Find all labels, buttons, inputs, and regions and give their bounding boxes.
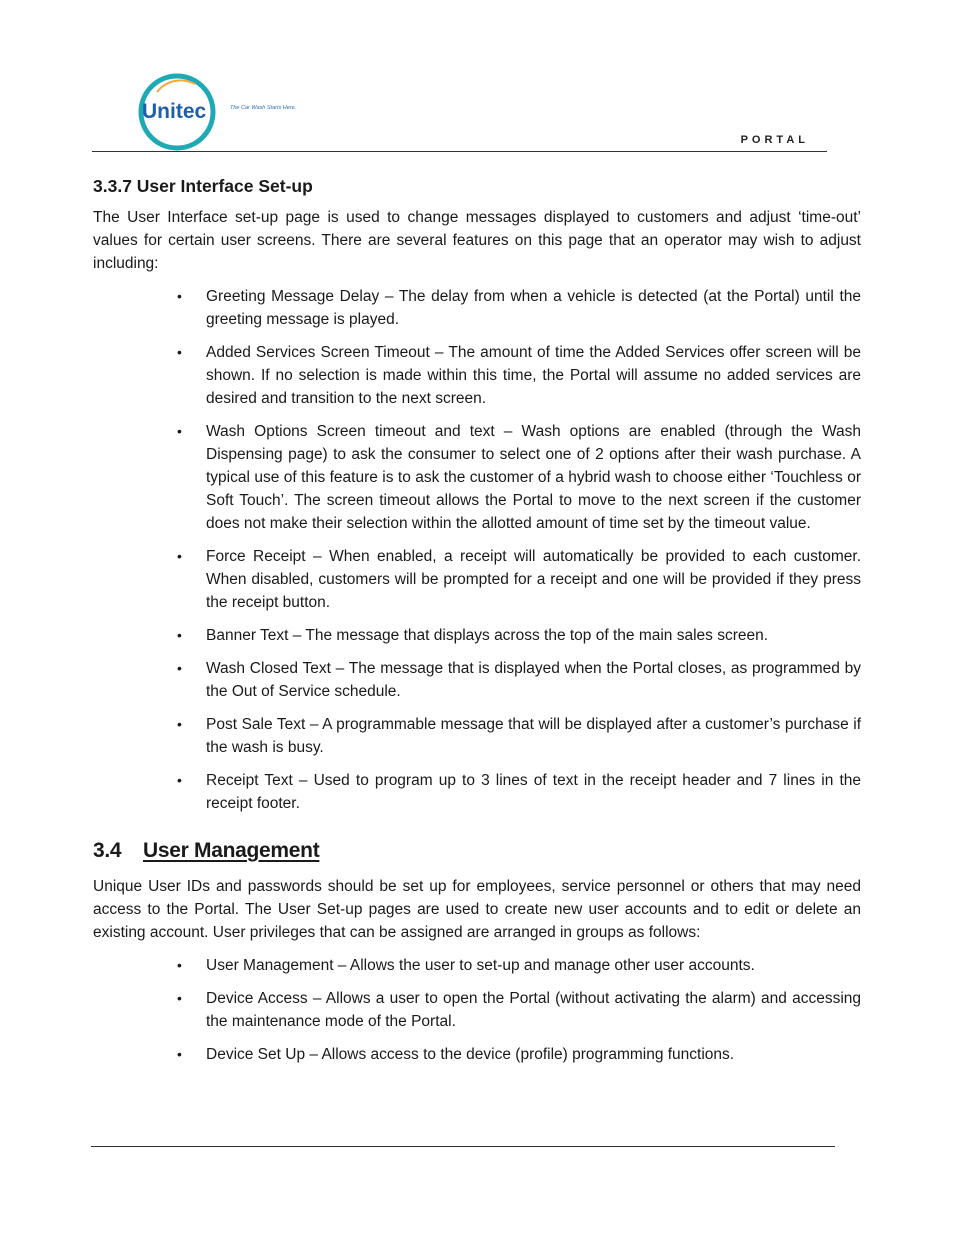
logo-tagline: The Car Wash Starts Here. — [230, 105, 297, 111]
list-item — [177, 1043, 861, 1066]
section-34-number: 3.4 — [93, 839, 122, 862]
list-item — [177, 657, 861, 703]
list-item-text: Greeting Message Delay – The delay from when a vehicle is detected (at the Portal) until the greeting message is played. — [206, 288, 861, 328]
header-section-word: PORTAL — [740, 134, 809, 146]
list-item — [177, 420, 861, 535]
list-item-text: Wash Options Screen timeout and text – Wash options are enabled (through the Wash Dispensing page) to ask the consumer to select one of 2 options after their wash purchase. A typical use of this feature is to ask the customer of a hybrid wash to choose either ‘Touchless or Soft Touch’. The screen timeout allows the Portal to move to the next screen if the customer does not make their selection within the allotted amount of time set by the timeout value. — [206, 423, 861, 532]
section-337-list — [93, 285, 861, 815]
section-34-heading — [93, 837, 861, 865]
list-item — [177, 341, 861, 410]
bullet-icon: • — [177, 288, 182, 304]
list-item-text: Wash Closed Text – The message that is displayed when the Portal closes, as programmed by the Out of Service schedule. — [206, 660, 861, 700]
section-337-intro: The User Interface set-up page is used to change messages displayed to customers and adjust ‘time-out’ values for certain user screens. There are several features on this page that an operator may wish to adjust including: — [93, 209, 861, 272]
page-body — [93, 170, 861, 1076]
bullet-icon: • — [177, 548, 182, 564]
list-item-text: Receipt Text – Used to program up to 3 lines of text in the receipt header and 7 lines in the receipt footer. — [206, 772, 861, 812]
bullet-icon: • — [177, 1046, 182, 1062]
bullet-icon: • — [177, 660, 182, 676]
list-item-text: Added Services Screen Timeout – The amount of time the Added Services offer screen will be shown. If no selection is made within this time, the Portal will assume no added services are desired and transition to the next screen. — [206, 344, 861, 407]
list-item-text: Post Sale Text – A programmable message that will be displayed after a customer’s purchase if the wash is busy. — [206, 716, 861, 756]
list-item — [177, 713, 861, 759]
bullet-icon: • — [177, 957, 182, 973]
header-divider — [92, 151, 827, 152]
section-34-title: User Management — [143, 839, 320, 862]
bullet-icon: • — [177, 716, 182, 732]
bullet-icon: • — [177, 627, 182, 643]
list-item-text: Force Receipt – When enabled, a receipt will automatically be provided to each customer. When disabled, customers will be prompted for a receipt and one will be provided if they press the receipt button. — [206, 548, 861, 611]
list-item-text: User Management – Allows the user to set-up and manage other user accounts. — [206, 957, 755, 974]
section-34-intro: Unique User IDs and passwords should be set up for employees, service personnel or others that may need access to the Portal. The User Set-up pages are used to create new user accounts and to edit or delete an existing account. User privileges that can be assigned are arranged in groups as follows: — [93, 878, 861, 941]
svg-text:Unitec: Unitec — [142, 100, 207, 123]
bullet-icon: • — [177, 423, 182, 439]
bullet-icon: • — [177, 990, 182, 1006]
section-34-list — [93, 954, 861, 1066]
footer-divider — [91, 1146, 835, 1147]
page-header — [92, 70, 827, 152]
section-337-heading: 3.3.7 User Interface Set-up — [93, 176, 313, 196]
unitec-logo — [137, 72, 327, 152]
list-item — [177, 285, 861, 331]
list-item — [177, 769, 861, 815]
list-item — [177, 624, 861, 647]
list-item — [177, 954, 861, 977]
list-item-text: Device Access – Allows a user to open the Portal (without activating the alarm) and accessing the maintenance mode of the Portal. — [206, 990, 861, 1030]
list-item — [177, 545, 861, 614]
bullet-icon: • — [177, 344, 182, 360]
list-item — [177, 987, 861, 1033]
list-item-text: Device Set Up – Allows access to the device (profile) programming functions. — [206, 1046, 735, 1063]
list-item-text: Banner Text – The message that displays across the top of the main sales screen. — [206, 627, 769, 644]
bullet-icon: • — [177, 772, 182, 788]
